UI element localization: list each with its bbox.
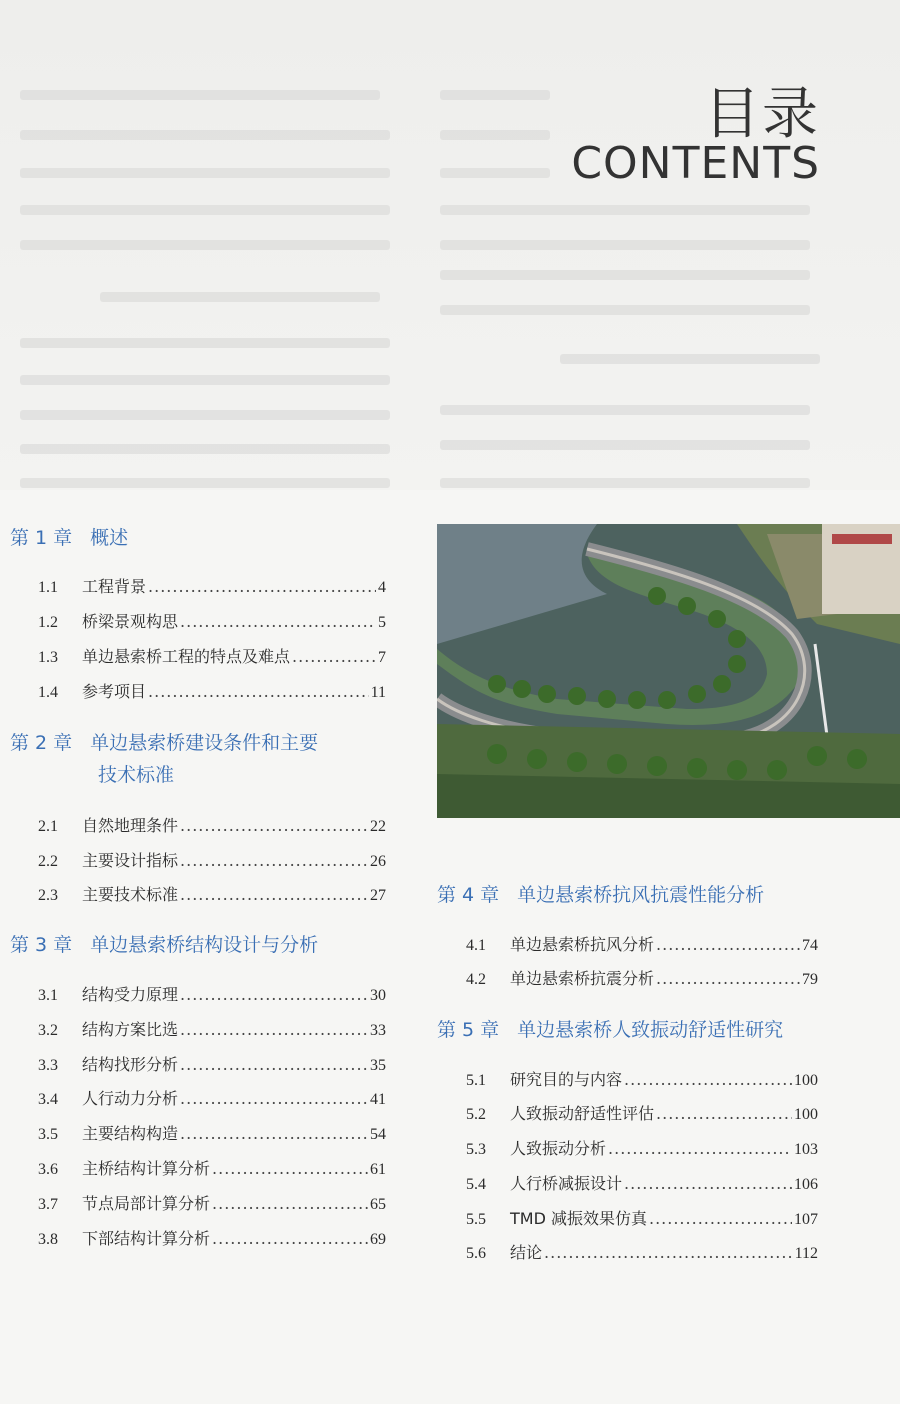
chapter-title: 单边悬索桥建设条件和主要 bbox=[90, 732, 319, 754]
entry-page: 35 bbox=[370, 1057, 386, 1074]
entry-page: 100 bbox=[794, 1106, 818, 1123]
entry-number: 3.7 bbox=[38, 1196, 58, 1213]
entry-title: 单边悬索桥工程的特点及难点 bbox=[82, 647, 291, 666]
entry-number: 5.4 bbox=[466, 1176, 486, 1193]
entry-number: 2.3 bbox=[38, 887, 58, 904]
entry-page: 54 bbox=[370, 1126, 386, 1143]
toc-entry[interactable] bbox=[38, 1086, 386, 1110]
leader-dots bbox=[624, 1174, 792, 1193]
entry-title: 下部结构计算分析 bbox=[82, 1229, 211, 1248]
page-title-en: CONTENTS bbox=[571, 138, 820, 189]
entry-page: 103 bbox=[794, 1141, 818, 1158]
page-title-cn: 目录 bbox=[704, 82, 820, 147]
toc-entry[interactable] bbox=[38, 1191, 386, 1215]
toc-entry[interactable] bbox=[38, 1052, 386, 1076]
entry-page: 106 bbox=[794, 1176, 818, 1193]
entry-page: 112 bbox=[794, 1245, 818, 1262]
chapter-5-heading[interactable] bbox=[437, 1014, 783, 1046]
leader-dots bbox=[608, 1139, 792, 1158]
entry-page: 79 bbox=[802, 971, 818, 988]
entry-number: 3.4 bbox=[38, 1091, 58, 1108]
entry-title: 结论 bbox=[510, 1243, 543, 1262]
entry-page: 41 bbox=[370, 1091, 386, 1108]
entry-number: 5.6 bbox=[466, 1245, 486, 1262]
leader-dots bbox=[212, 1159, 368, 1178]
entry-number: 1.1 bbox=[38, 579, 58, 596]
toc-entry[interactable] bbox=[38, 1121, 386, 1145]
leader-dots bbox=[180, 1089, 368, 1108]
toc-entry[interactable] bbox=[466, 1067, 818, 1091]
toc-entry[interactable] bbox=[38, 813, 386, 837]
toc-entry[interactable] bbox=[466, 1206, 818, 1230]
leader-dots bbox=[649, 1209, 792, 1228]
leader-dots bbox=[656, 935, 800, 954]
entry-number: 5.2 bbox=[466, 1106, 486, 1123]
chapter-number: 第 4 章 bbox=[437, 884, 500, 906]
entry-number: 3.3 bbox=[38, 1057, 58, 1074]
entry-title: 主要结构构造 bbox=[82, 1124, 179, 1143]
entry-number: 1.3 bbox=[38, 649, 58, 666]
entry-number: 4.1 bbox=[466, 937, 486, 954]
chapter-2-heading[interactable] bbox=[10, 727, 319, 786]
chapter-number: 第 1 章 bbox=[10, 527, 73, 549]
entry-title: 人致振动分析 bbox=[510, 1139, 607, 1158]
entry-number: 2.2 bbox=[38, 853, 58, 870]
entry-page: 22 bbox=[370, 818, 386, 835]
leader-dots bbox=[180, 885, 368, 904]
toc-entry[interactable] bbox=[38, 679, 386, 703]
chapter-4-heading[interactable] bbox=[437, 879, 764, 911]
entry-page: 107 bbox=[794, 1211, 818, 1228]
entry-page: 100 bbox=[794, 1072, 818, 1089]
chapter-title: 概述 bbox=[90, 527, 129, 549]
entry-page: 4 bbox=[378, 579, 386, 596]
toc-entry[interactable] bbox=[38, 644, 386, 668]
toc-entry[interactable] bbox=[38, 574, 386, 598]
entry-number: 3.8 bbox=[38, 1231, 58, 1248]
toc-entry[interactable] bbox=[466, 932, 818, 956]
entry-title: 研究目的与内容 bbox=[510, 1070, 623, 1089]
entry-number: 1.2 bbox=[38, 614, 58, 631]
entry-title: 主要设计指标 bbox=[82, 851, 179, 870]
entry-title: 单边悬索桥抗风分析 bbox=[510, 935, 655, 954]
chapter-1-heading[interactable] bbox=[10, 522, 128, 554]
entry-page: 30 bbox=[370, 987, 386, 1004]
leader-dots bbox=[180, 985, 368, 1004]
chapter-title-continued: 技术标准 bbox=[98, 764, 175, 786]
entry-page: 65 bbox=[370, 1196, 386, 1213]
entry-title: 结构受力原理 bbox=[82, 985, 179, 1004]
entry-number: 3.1 bbox=[38, 987, 58, 1004]
entry-number: 1.4 bbox=[38, 684, 58, 701]
entry-title: TMD 减振效果仿真 bbox=[510, 1209, 647, 1228]
toc-entry[interactable] bbox=[38, 982, 386, 1006]
entry-page: 7 bbox=[378, 649, 386, 666]
entry-number: 2.1 bbox=[38, 818, 58, 835]
toc-entry[interactable] bbox=[38, 609, 386, 633]
chapter-title: 单边悬索桥结构设计与分析 bbox=[90, 934, 319, 956]
leader-dots bbox=[212, 1229, 368, 1248]
entry-title: 节点局部计算分析 bbox=[82, 1194, 211, 1213]
leader-dots bbox=[148, 577, 376, 596]
entry-page: 26 bbox=[370, 853, 386, 870]
entry-page: 5 bbox=[378, 614, 386, 631]
toc-entry[interactable] bbox=[466, 1136, 818, 1160]
entry-title: 自然地理条件 bbox=[82, 816, 179, 835]
leader-dots bbox=[180, 1055, 368, 1074]
toc-entry[interactable] bbox=[38, 1226, 386, 1250]
leader-dots bbox=[292, 647, 376, 666]
entry-page: 61 bbox=[370, 1161, 386, 1178]
entry-title: 参考项目 bbox=[82, 682, 147, 701]
chapter-title: 单边悬索桥抗风抗震性能分析 bbox=[517, 884, 765, 906]
entry-number: 5.1 bbox=[466, 1072, 486, 1089]
chapter-number: 第 2 章 bbox=[10, 732, 73, 754]
chapter-3-heading[interactable] bbox=[10, 929, 318, 961]
toc-entry[interactable] bbox=[38, 848, 386, 872]
leader-dots bbox=[656, 1104, 792, 1123]
entry-title: 主桥结构计算分析 bbox=[82, 1159, 211, 1178]
leader-dots bbox=[180, 612, 376, 631]
entry-title: 工程背景 bbox=[82, 577, 147, 596]
leader-dots bbox=[180, 851, 368, 870]
toc-entry[interactable] bbox=[466, 1171, 818, 1195]
leader-dots bbox=[180, 1124, 368, 1143]
entry-title: 人行动力分析 bbox=[82, 1089, 179, 1108]
leader-dots bbox=[180, 816, 368, 835]
entry-number: 3.6 bbox=[38, 1161, 58, 1178]
leader-dots bbox=[212, 1194, 368, 1213]
entry-title: 人行桥减振设计 bbox=[510, 1174, 623, 1193]
toc-entry[interactable] bbox=[38, 882, 386, 906]
chapter-number: 第 3 章 bbox=[10, 934, 73, 956]
toc-entry[interactable] bbox=[466, 1101, 818, 1125]
entry-page: 33 bbox=[370, 1022, 386, 1039]
leader-dots bbox=[148, 682, 369, 701]
entry-number: 3.5 bbox=[38, 1126, 58, 1143]
entry-page: 27 bbox=[370, 887, 386, 904]
entry-number: 3.2 bbox=[38, 1022, 58, 1039]
entry-page: 11 bbox=[370, 684, 386, 701]
leader-dots bbox=[624, 1070, 792, 1089]
toc-entry[interactable] bbox=[38, 1156, 386, 1180]
entry-page: 69 bbox=[370, 1231, 386, 1248]
chapter-title: 单边悬索桥人致振动舒适性研究 bbox=[517, 1019, 784, 1041]
bridge-aerial-photo bbox=[437, 524, 900, 818]
entry-number: 5.3 bbox=[466, 1141, 486, 1158]
entry-title: 桥梁景观构思 bbox=[82, 612, 179, 631]
chapter-number: 第 5 章 bbox=[437, 1019, 500, 1041]
toc-entry[interactable] bbox=[466, 1240, 818, 1264]
leader-dots bbox=[180, 1020, 368, 1039]
entry-title: 单边悬索桥抗震分析 bbox=[510, 969, 655, 988]
leader-dots bbox=[656, 969, 800, 988]
toc-entry[interactable] bbox=[38, 1017, 386, 1041]
entry-page: 74 bbox=[802, 937, 818, 954]
entry-title: 人致振动舒适性评估 bbox=[510, 1104, 655, 1123]
entry-title: 结构找形分析 bbox=[82, 1055, 179, 1074]
entry-title: 主要技术标准 bbox=[82, 885, 179, 904]
entry-title: 结构方案比选 bbox=[82, 1020, 179, 1039]
entry-number: 5.5 bbox=[466, 1211, 486, 1228]
toc-entry[interactable] bbox=[466, 966, 818, 990]
leader-dots bbox=[544, 1243, 793, 1262]
entry-number: 4.2 bbox=[466, 971, 486, 988]
